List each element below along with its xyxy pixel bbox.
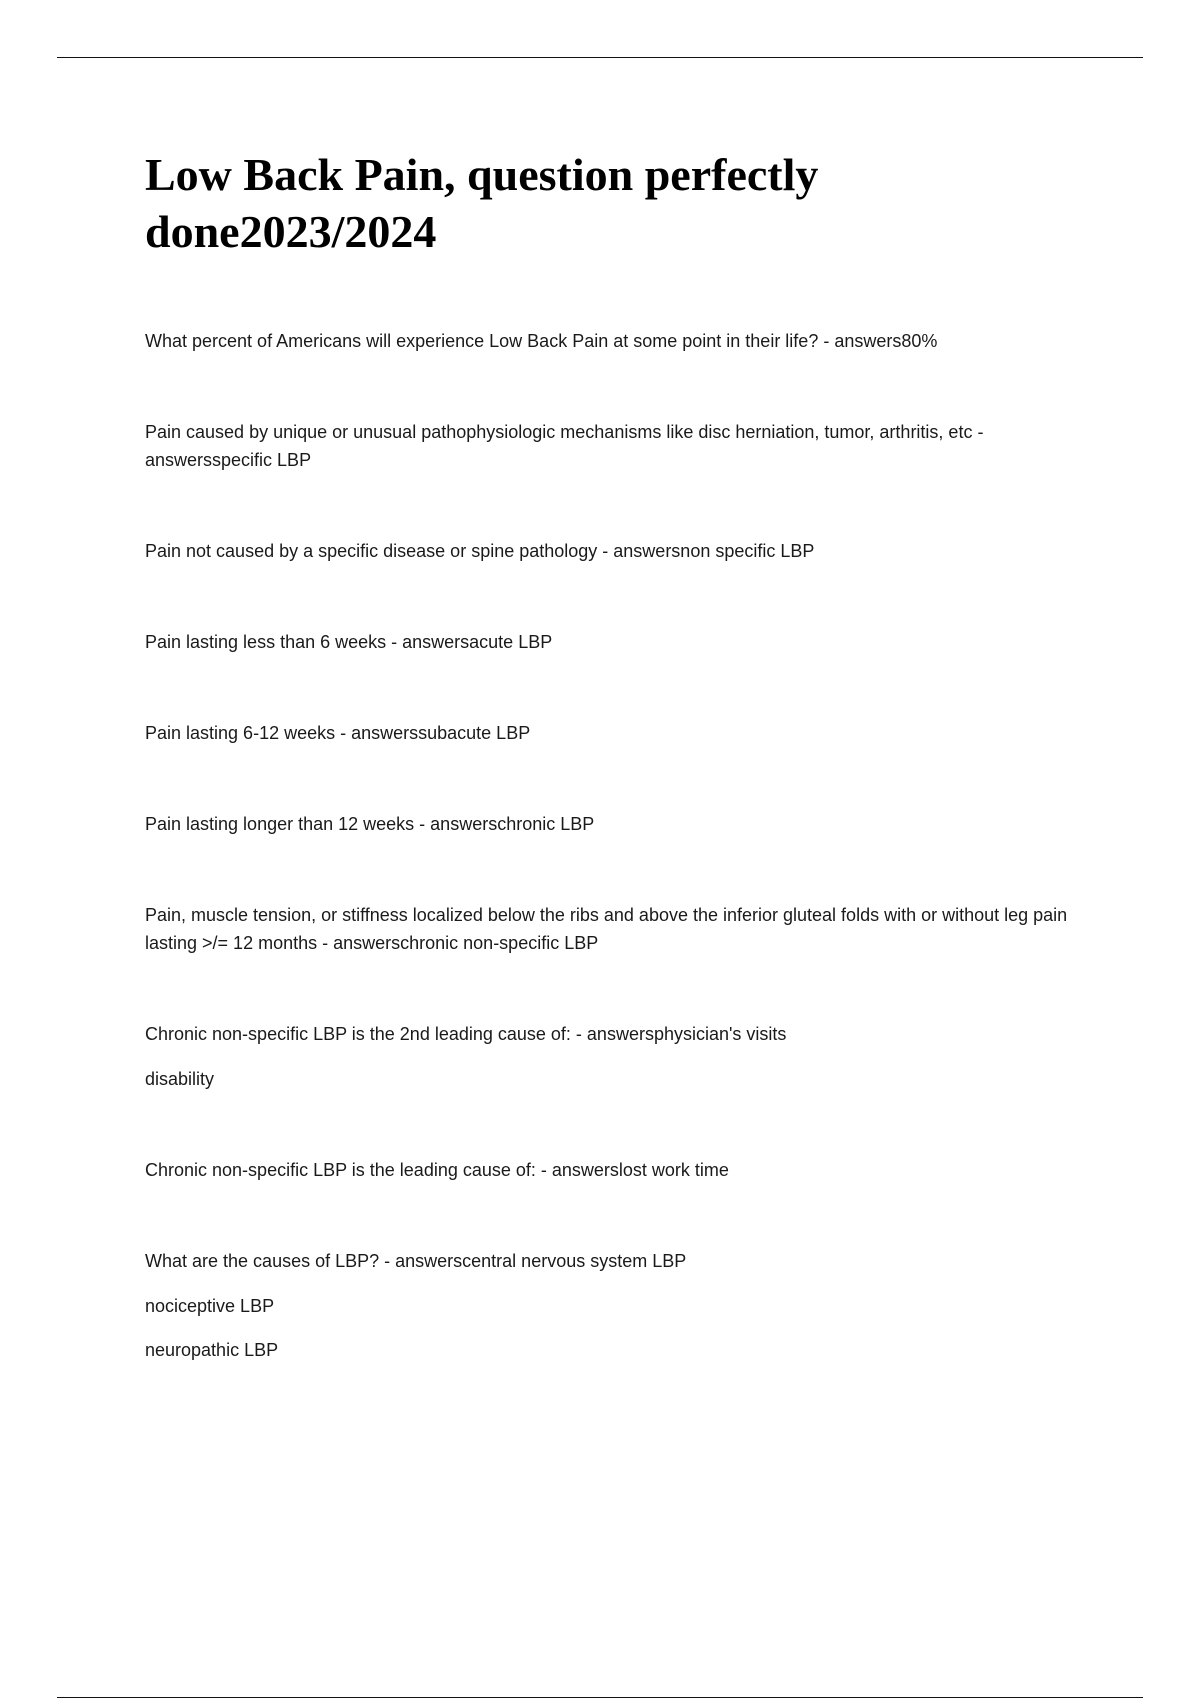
top-divider (57, 57, 1143, 58)
qa-text: What percent of Americans will experience Low Back Pain at some point in their life? - answers80% (145, 331, 938, 351)
qa-text: Chronic non-specific LBP is the 2nd leading cause of: - answersphysician's visits (145, 1024, 787, 1044)
qa-item (145, 901, 1095, 957)
qa-text: Pain caused by unique or unusual pathophysiologic mechanisms like disc herniation, tumor, arthritis, etc - answersspecific LBP (145, 422, 984, 470)
qa-answer-line: neuropathic LBP (145, 1340, 279, 1360)
qa-text: Pain not caused by a specific disease or spine pathology - answersnon specific LBP (145, 541, 815, 561)
document-title (145, 146, 1095, 260)
qa-list (145, 327, 1095, 1364)
qa-text: Pain lasting longer than 12 weeks - answerschronic LBP (145, 814, 595, 834)
qa-item (145, 418, 1095, 474)
title-line-2: done2023/2024 (145, 206, 437, 257)
qa-text: Pain lasting 6-12 weeks - answerssubacute LBP (145, 723, 531, 743)
qa-item (145, 1247, 1095, 1364)
qa-answer-line: disability (145, 1069, 215, 1089)
qa-text: Chronic non-specific LBP is the leading cause of: - answerslost work time (145, 1160, 729, 1180)
qa-item (145, 628, 1095, 656)
qa-item (145, 719, 1095, 747)
qa-item (145, 1156, 1095, 1184)
bottom-divider (57, 1697, 1143, 1698)
qa-answer-line: nociceptive LBP (145, 1296, 275, 1316)
title-line-1: Low Back Pain, question perfectly (145, 149, 819, 200)
qa-text: Pain, muscle tension, or stiffness localized below the ribs and above the inferior gluteal folds with or without leg pain lasting >/= 12 months - answerschronic non-specific LBP (145, 905, 1068, 953)
qa-item (145, 810, 1095, 838)
qa-item (145, 327, 1095, 355)
qa-item (145, 537, 1095, 565)
qa-item (145, 1020, 1095, 1093)
qa-text: Pain lasting less than 6 weeks - answersacute LBP (145, 632, 553, 652)
document-page (145, 146, 1095, 1427)
qa-text: What are the causes of LBP? - answerscentral nervous system LBP (145, 1251, 687, 1271)
